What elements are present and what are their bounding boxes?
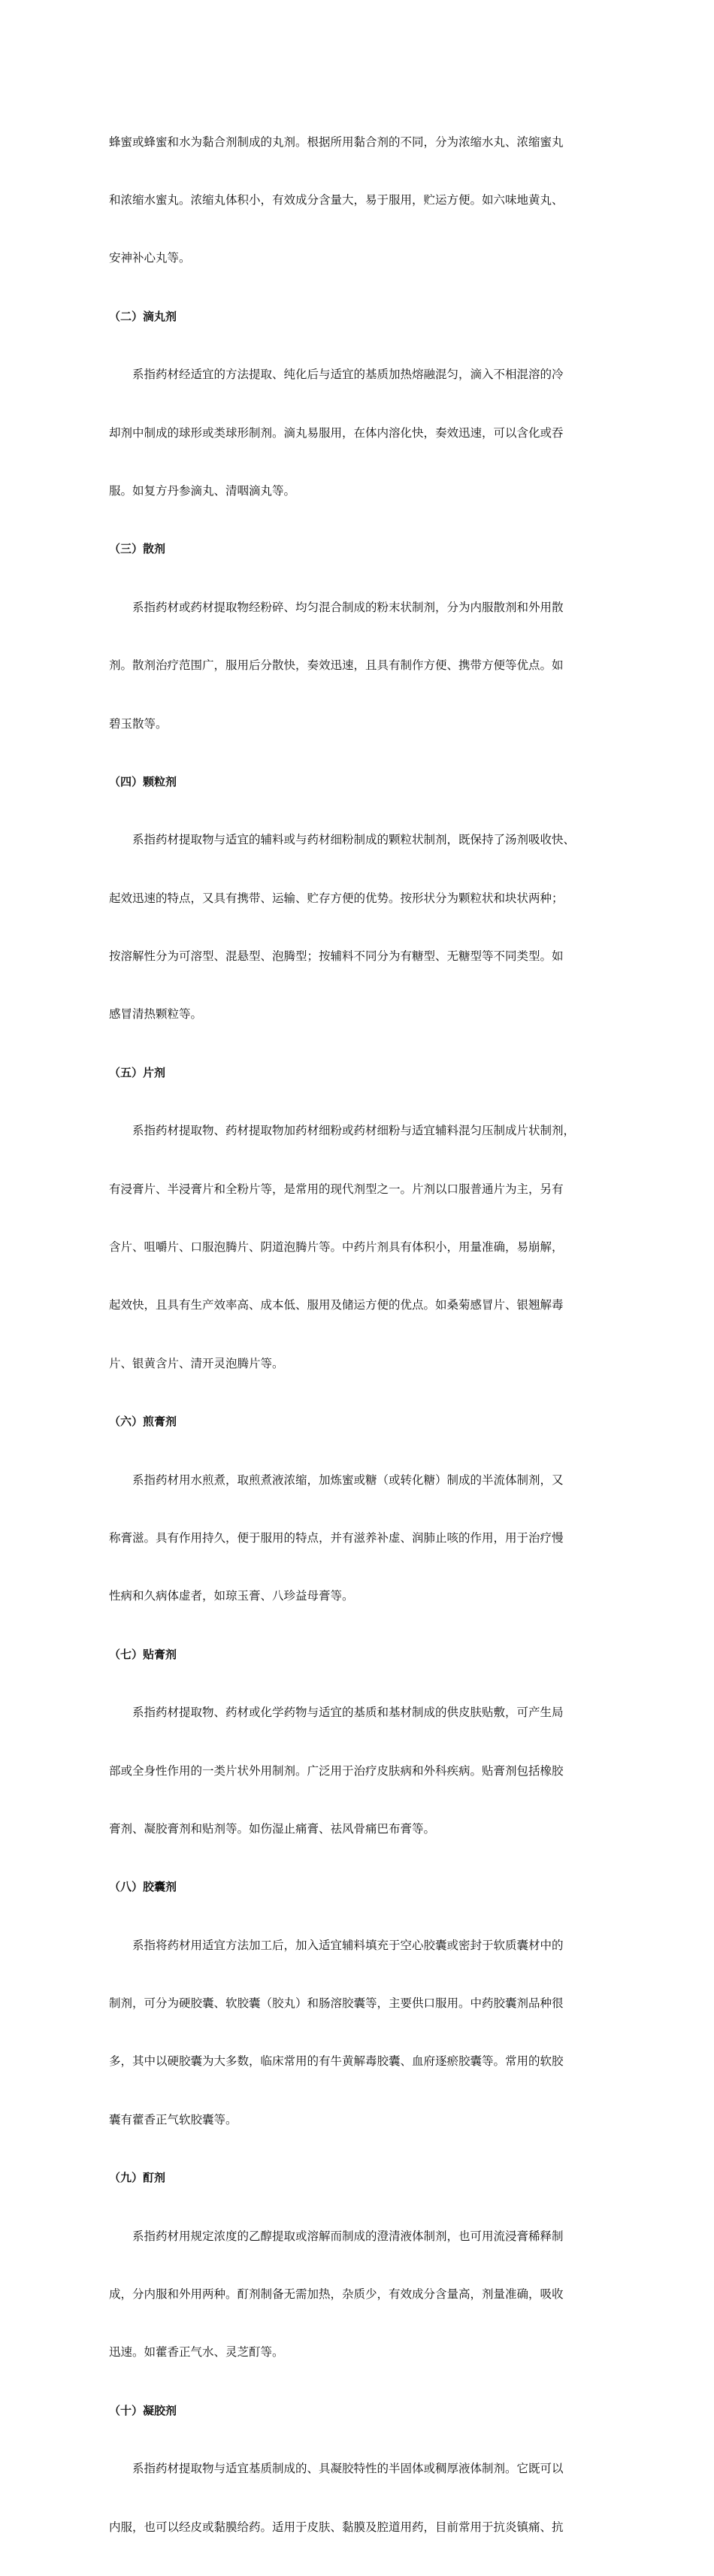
intro-line: 安神补心丸等。 <box>109 251 191 265</box>
section-heading: （六）煎膏剂 <box>109 1415 177 1429</box>
paragraph-line: 内服，也可以经皮或黏膜给药。适用于皮肤、黏膜及腔道用药，目前常用于抗炎镇痛、抗 <box>109 2520 564 2534</box>
paragraph-line: 囊有藿香正气软胶囊等。 <box>109 2112 237 2126</box>
paragraph-line: 服。如复方丹参滴丸、清咽滴丸等。 <box>109 483 296 498</box>
paragraph-line: 性病和久病体虚者，如琼玉膏、八珍益母膏等。 <box>109 1589 354 1603</box>
section-heading: （十）凝胶剂 <box>109 2403 177 2417</box>
section-heading: （五）片剂 <box>109 1065 166 1079</box>
paragraph-line: 按溶解性分为可溶型、混悬型、泡腾型；按辅料不同分为有糖型、无糖型等不同类型。如 <box>109 949 564 964</box>
section-paragraph <box>109 1897 609 2169</box>
paragraph-line: 起效迅速的特点，又具有携带、运输、贮存方便的优势。按形状分为颗粒状和块状两种； <box>109 891 564 905</box>
section-heading: （九）酊剂 <box>109 2171 166 2185</box>
paragraph-line: 称膏滋。具有作用持久，便于服用的特点，并有滋养补虚、润肺止咳的作用，用于治疗慢 <box>109 1530 564 1545</box>
paragraph-line: 含片、咀嚼片、口服泡腾片、阴道泡腾片等。中药片剂具有体积小，用量准确，易崩解， <box>109 1240 564 1255</box>
paragraph-line: 系指药材或药材提取物经粉碎、均匀混合制成的粉末状制剂，分为内服散剂和外用散 <box>132 600 564 614</box>
paragraph-line: 剂。散剂治疗范围广，服用后分散快，奏效迅速，且具有制作方便、携带方便等优点。如 <box>109 658 564 673</box>
paragraph-line: 却剂中制成的球形或类球形制剂。滴丸易服用，在体内溶化快，奏效迅速，可以含化或吞 <box>109 425 564 440</box>
section-heading: （三）散剂 <box>109 542 166 556</box>
paragraph-line: 成，分内服和外用两种。酊剂制备无需加热，杂质少，有效成分含量高，剂量准确，吸收 <box>109 2287 564 2302</box>
paragraph-line: 感冒清热颗粒等。 <box>109 1007 203 1022</box>
paragraph-line: 多，其中以硬胶囊为大多数，临床常用的有牛黄解毒胶囊、血府逐瘀胶囊等。常用的软胶 <box>109 2054 564 2069</box>
paragraph-line: 系指药材用规定浓度的乙醇提取或溶解而制成的澄清液体制剂，也可用流浸膏稀释制 <box>132 2229 564 2243</box>
section-heading: （八）胶囊剂 <box>109 1880 177 1894</box>
paragraph-line: 系指药材用水煎煮，取煎煮液浓缩，加炼蜜或糖（或转化糖）制成的半流体制剂，又 <box>132 1473 564 1487</box>
paragraph-line: 起效快，且具有生产效率高、成本低、服用及储运方便的优点。如桑菊感冒片、银翘解毒 <box>109 1298 564 1312</box>
paragraph-line: 碧玉散等。 <box>109 716 168 731</box>
intro-paragraph <box>109 94 609 307</box>
intro-line: 蜂蜜或蜂蜜和水为黏合剂制成的丸剂。根据所用黏合剂的不同，分为浓缩水丸、浓缩蜜丸 <box>109 135 564 149</box>
paragraph-line: 系指将药材用适宜方法加工后，加入适宜辅料填充于空心胶囊或密封于软质囊材中的 <box>132 1938 564 1952</box>
section-heading: （七）贴膏剂 <box>109 1647 177 1661</box>
intro-line: 和浓缩水蜜丸。浓缩丸体积小，有效成分含量大，易于服用，贮运方便。如六味地黄丸、 <box>109 192 564 207</box>
paragraph-line: 片、银黄含片、清开灵泡腾片等。 <box>109 1356 284 1370</box>
paragraph-line: 有浸膏片、半浸膏片和全粉片等，是常用的现代剂型之一。片剂以口服普通片为主，另有 <box>109 1182 564 1196</box>
section-paragraph <box>109 327 609 540</box>
paragraph-line: 系指药材提取物与适宜基质制成的、具凝胶特性的半固体或稠厚液体制剂。它既可以 <box>132 2462 564 2476</box>
section-paragraph <box>109 559 609 773</box>
paragraph-line: 系指药材提取物、药材提取物加药材细粉或药材细粉与适宜辅料混匀压制成片状制剂， <box>132 1124 576 1138</box>
paragraph-line: 膏剂、凝胶膏剂和贴剂等。如伤湿止痛膏、祛风骨痛巴布膏等。 <box>109 1821 436 1836</box>
section-paragraph <box>109 1665 609 1878</box>
section-paragraph <box>109 1083 609 1413</box>
section-paragraph <box>109 1432 609 1645</box>
section-paragraph <box>109 2421 609 2576</box>
section-heading: （四）颗粒剂 <box>109 774 177 789</box>
section-paragraph <box>109 792 609 1064</box>
paragraph-line: 系指药材提取物与适宜的辅料或与药材细粉制成的颗粒状制剂，既保持了汤剂吸收快、 <box>132 833 576 847</box>
document-page <box>109 94 609 2576</box>
section-paragraph <box>109 2188 609 2402</box>
section-heading: （二）滴丸剂 <box>109 309 177 323</box>
paragraph-line: 迅速。如藿香正气水、灵芝酊等。 <box>109 2345 284 2360</box>
paragraph-line: 制剂，可分为硬胶囊、软胶囊（胶丸）和肠溶胶囊等，主要供口服用。中药胶囊剂品种很 <box>109 1996 564 2011</box>
paragraph-line: 系指药材提取物、药材或化学药物与适宜的基质和基材制成的供皮肤贴敷，可产生局 <box>132 1706 564 1720</box>
paragraph-line: 部或全身性作用的一类片状外用制剂。广泛用于治疗皮肤病和外科疾病。贴膏剂包括橡胶 <box>109 1763 564 1778</box>
paragraph-line: 系指药材经适宜的方法提取、纯化后与适宜的基质加热熔融混匀，滴入不相混溶的冷 <box>132 368 564 382</box>
